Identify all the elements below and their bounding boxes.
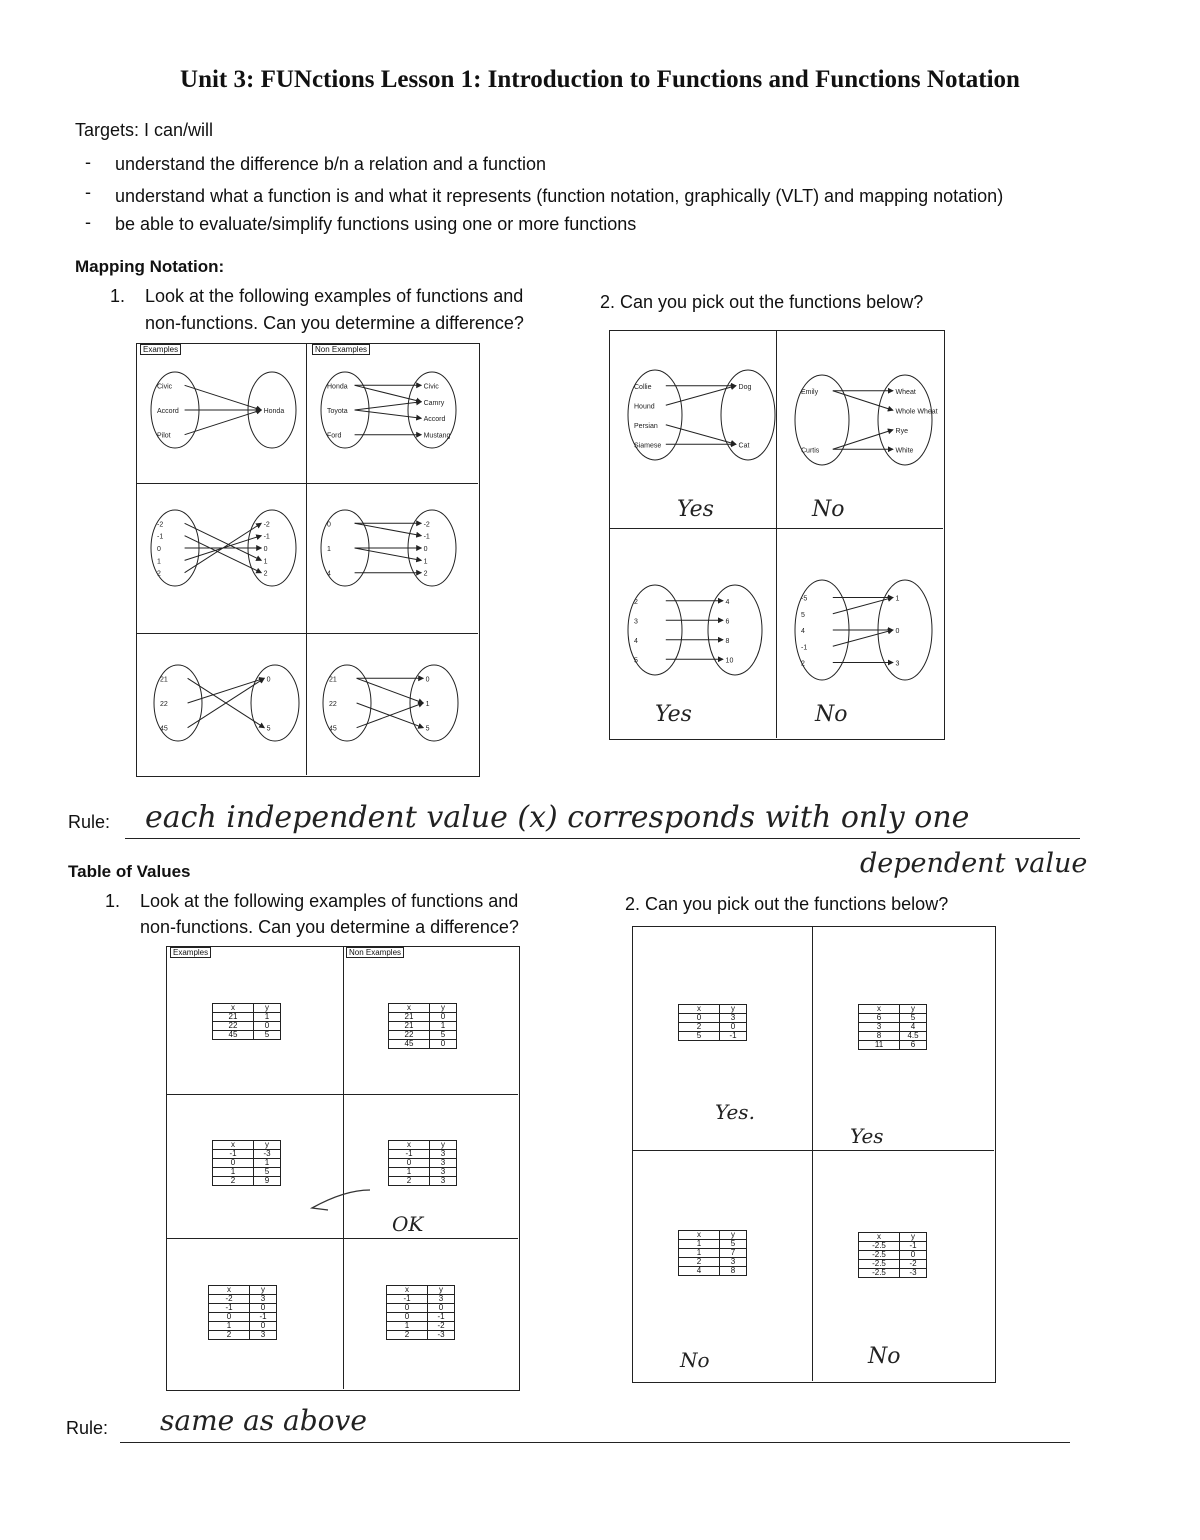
domain-value: 21 bbox=[329, 676, 337, 684]
table-row bbox=[213, 1031, 281, 1040]
domain-value: -1 bbox=[157, 533, 164, 541]
divider bbox=[343, 946, 344, 1389]
range-oval bbox=[410, 665, 458, 741]
range-value: Honda bbox=[263, 408, 285, 415]
domain-value: 4 bbox=[634, 637, 638, 645]
table-cell: -1 bbox=[250, 1313, 277, 1322]
rule-handwriting: each independent value (x) corresponds with only one bbox=[145, 800, 970, 835]
table-cell: 3 bbox=[720, 1258, 747, 1267]
domain-value: -2 bbox=[157, 521, 164, 529]
table-cell: x bbox=[209, 1286, 250, 1295]
mapping-arrow bbox=[355, 402, 422, 410]
table-cell: 0 bbox=[387, 1304, 428, 1313]
range-value: 10 bbox=[725, 657, 734, 665]
domain-value: 4 bbox=[327, 570, 331, 578]
table-cell: 1 bbox=[213, 1168, 254, 1177]
table-cell: 1 bbox=[254, 1159, 281, 1168]
table-cell: -3 bbox=[900, 1269, 927, 1278]
table-header-row bbox=[389, 1004, 457, 1013]
mapping-heading: Mapping Notation: bbox=[75, 257, 225, 276]
table-cell: y bbox=[250, 1286, 277, 1295]
table-cell: 3 bbox=[250, 1331, 277, 1340]
domain-value: 22 bbox=[160, 701, 168, 708]
value-table bbox=[212, 1003, 281, 1040]
table-cell: 0 bbox=[720, 1023, 747, 1032]
table-cell: 2 bbox=[209, 1331, 250, 1340]
domain-value: 1 bbox=[327, 546, 331, 553]
answer-no: No bbox=[680, 1348, 710, 1372]
table-row bbox=[859, 1269, 927, 1278]
range-value: 1 bbox=[895, 595, 900, 603]
table-cell: 1 bbox=[430, 1022, 457, 1031]
range-value: Civic bbox=[423, 383, 439, 391]
value-table bbox=[858, 1004, 927, 1050]
divider bbox=[166, 1238, 518, 1239]
targets-label: Targets: I can/will bbox=[75, 120, 214, 140]
range-value: 0 bbox=[423, 546, 428, 553]
table-cell: 3 bbox=[250, 1295, 277, 1304]
domain-value: Honda bbox=[327, 383, 348, 391]
domain-value: 0 bbox=[327, 521, 331, 529]
table-header-row bbox=[389, 1141, 457, 1150]
rule-label: Rule: bbox=[68, 812, 111, 832]
range-value: White bbox=[895, 447, 914, 455]
table-row bbox=[679, 1032, 747, 1041]
table-cell: 6 bbox=[859, 1014, 900, 1023]
range-value: Dog bbox=[738, 383, 752, 391]
table-cell: 0 bbox=[430, 1040, 457, 1049]
page-title: Unit 3: FUNctions Lesson 1: Introduction to Functions and Functions Notation bbox=[180, 66, 1020, 93]
table-cell: 0 bbox=[213, 1159, 254, 1168]
domain-value: 22 bbox=[329, 701, 337, 708]
range-value: -2 bbox=[263, 521, 270, 529]
mapping-arrow bbox=[355, 410, 422, 418]
table-row bbox=[387, 1295, 455, 1304]
domain-value: -1 bbox=[801, 644, 808, 652]
table-header-row bbox=[679, 1231, 747, 1240]
table-questions-panel bbox=[632, 926, 996, 1383]
domain-value: Civic bbox=[157, 383, 173, 391]
table-row bbox=[387, 1331, 455, 1340]
table-cell: -1 bbox=[389, 1150, 430, 1159]
table-row bbox=[389, 1040, 457, 1049]
table-row bbox=[213, 1168, 281, 1177]
non-examples-label: Non Examples bbox=[346, 947, 404, 958]
table-cell: x bbox=[213, 1141, 254, 1150]
table-cell: 3 bbox=[720, 1014, 747, 1023]
value-table bbox=[858, 1232, 927, 1278]
target-item: understand what a function is and what it represents (function notation, graphically (VLT) and mapping notation) bbox=[115, 186, 1004, 206]
range-value: Accord bbox=[423, 416, 446, 424]
table-row bbox=[389, 1031, 457, 1040]
non-examples-label: Non Examples bbox=[312, 344, 370, 355]
table-row bbox=[679, 1014, 747, 1023]
table-row bbox=[859, 1041, 927, 1050]
table-cell: 1 bbox=[389, 1168, 430, 1177]
table-header-row bbox=[387, 1286, 455, 1295]
value-table bbox=[678, 1230, 747, 1276]
domain-value: 5 bbox=[634, 657, 638, 665]
table-cell: x bbox=[859, 1005, 900, 1014]
table-cell: 4 bbox=[679, 1267, 720, 1276]
range-value: 6 bbox=[725, 618, 730, 626]
table-row bbox=[859, 1242, 927, 1251]
table-row bbox=[209, 1313, 277, 1322]
question-text: Look at the following examples of functions and bbox=[140, 891, 519, 911]
table-cell: 22 bbox=[389, 1031, 430, 1040]
value-table bbox=[212, 1140, 281, 1186]
domain-value: Pilot bbox=[157, 432, 171, 440]
table-cell: 3 bbox=[430, 1177, 457, 1186]
range-value: 5 bbox=[425, 725, 430, 733]
range-value: 0 bbox=[895, 628, 900, 635]
table-cell: 1 bbox=[679, 1249, 720, 1258]
table-cell: x bbox=[679, 1005, 720, 1014]
domain-value: Emily bbox=[801, 388, 819, 396]
table-header-row bbox=[213, 1004, 281, 1013]
mapping-arrow bbox=[833, 391, 893, 411]
mapping-arrow bbox=[355, 385, 422, 401]
rule-handwriting: same as above bbox=[160, 1404, 367, 1437]
value-table bbox=[386, 1285, 455, 1340]
table-cell: -1 bbox=[900, 1242, 927, 1251]
table-header-row bbox=[679, 1005, 747, 1014]
bullet-dash: - bbox=[85, 152, 91, 172]
domain-value: 2 bbox=[634, 598, 638, 606]
table-row bbox=[209, 1331, 277, 1340]
range-oval bbox=[708, 585, 762, 675]
bullet-dash: - bbox=[85, 182, 91, 202]
table-cell: 0 bbox=[387, 1313, 428, 1322]
rule-label: Rule: bbox=[66, 1418, 109, 1438]
table-cell: 8 bbox=[859, 1032, 900, 1041]
range-value: -1 bbox=[263, 533, 270, 541]
question-number: 1. bbox=[105, 891, 121, 911]
table-cell: 8 bbox=[720, 1267, 747, 1276]
rule-line bbox=[120, 1442, 1070, 1443]
range-value: 4 bbox=[725, 598, 730, 606]
arrow-note-icon bbox=[300, 1180, 390, 1220]
answer-yes: Yes. bbox=[715, 1100, 755, 1124]
domain-value: 21 bbox=[160, 676, 168, 684]
domain-value: Toyota bbox=[327, 408, 348, 415]
table-row bbox=[389, 1150, 457, 1159]
domain-value: 2 bbox=[157, 570, 161, 578]
ok-note: OK bbox=[392, 1212, 424, 1236]
table-row bbox=[213, 1159, 281, 1168]
mapping-arrow bbox=[833, 598, 893, 614]
mapping-arrow bbox=[833, 630, 893, 646]
answer-no: No bbox=[812, 497, 845, 522]
range-value: Wheat bbox=[895, 388, 916, 396]
table-cell: -3 bbox=[428, 1331, 455, 1340]
domain-value: 1 bbox=[157, 558, 161, 566]
range-value: 0 bbox=[263, 546, 268, 553]
table-cell: 3 bbox=[430, 1159, 457, 1168]
range-value: Whole Wheat bbox=[895, 408, 938, 416]
table-cell: 5 bbox=[900, 1014, 927, 1023]
domain-value: 0 bbox=[157, 546, 161, 553]
table-cell: -2 bbox=[428, 1322, 455, 1331]
table-row bbox=[679, 1258, 747, 1267]
domain-value: -5 bbox=[801, 595, 808, 603]
table-cell: -1 bbox=[209, 1304, 250, 1313]
table-row bbox=[209, 1295, 277, 1304]
value-table bbox=[678, 1004, 747, 1041]
table-cell: x bbox=[389, 1141, 430, 1150]
tables-heading: Table of Values bbox=[68, 862, 191, 881]
mapping-arrow bbox=[357, 678, 424, 703]
range-value: 0 bbox=[425, 676, 430, 684]
table-cell: -3 bbox=[254, 1150, 281, 1159]
table-cell: y bbox=[430, 1141, 457, 1150]
table-cell: 1 bbox=[209, 1322, 250, 1331]
table-cell: 4 bbox=[900, 1023, 927, 1032]
table-cell: 5 bbox=[430, 1031, 457, 1040]
range-oval bbox=[251, 665, 299, 741]
domain-value: 5 bbox=[801, 611, 805, 619]
table-cell: 0 bbox=[900, 1251, 927, 1260]
table-cell: 2 bbox=[387, 1331, 428, 1340]
range-value: 2 bbox=[263, 570, 268, 578]
table-row bbox=[389, 1013, 457, 1022]
table-cell: 2 bbox=[679, 1258, 720, 1267]
table-cell: y bbox=[720, 1005, 747, 1014]
bullet-dash: - bbox=[85, 212, 91, 232]
table-cell: y bbox=[720, 1231, 747, 1240]
table-cell: -1 bbox=[387, 1295, 428, 1304]
examples-label: Examples bbox=[140, 344, 181, 355]
table-cell: 3 bbox=[430, 1168, 457, 1177]
table-cell: 6 bbox=[900, 1041, 927, 1050]
value-table bbox=[388, 1003, 457, 1049]
table-cell: y bbox=[430, 1004, 457, 1013]
domain-value: 45 bbox=[160, 725, 168, 733]
table-cell: 4.5 bbox=[900, 1032, 927, 1041]
question-number: 1. bbox=[110, 286, 126, 306]
table-cell: 0 bbox=[250, 1304, 277, 1313]
table-cell: y bbox=[428, 1286, 455, 1295]
table-cell: -2.5 bbox=[859, 1269, 900, 1278]
mapping-arrow bbox=[355, 548, 422, 560]
target-item: understand the difference b/n a relation and a function bbox=[115, 154, 546, 174]
range-value: Rye bbox=[895, 427, 909, 435]
range-value: 8 bbox=[725, 637, 730, 645]
range-value: 5 bbox=[266, 725, 271, 733]
mapping-arrow bbox=[666, 386, 736, 406]
table-cell: x bbox=[679, 1231, 720, 1240]
range-value: Cat bbox=[738, 442, 750, 450]
question-text: 2. Can you pick out the functions below? bbox=[625, 894, 949, 914]
range-value: 1 bbox=[425, 701, 430, 708]
table-row bbox=[389, 1168, 457, 1177]
domain-value: 2 bbox=[801, 660, 805, 668]
domain-value: Ford bbox=[327, 432, 342, 440]
table-cell: y bbox=[254, 1004, 281, 1013]
table-row bbox=[213, 1013, 281, 1022]
mapping-arrow bbox=[185, 523, 262, 560]
table-cell: 3 bbox=[859, 1023, 900, 1032]
domain-value: 45 bbox=[329, 725, 337, 733]
table-cell: x bbox=[387, 1286, 428, 1295]
target-item: be able to evaluate/simplify functions using one or more functions bbox=[115, 214, 637, 234]
table-cell: 1 bbox=[679, 1240, 720, 1249]
table-cell: 0 bbox=[254, 1022, 281, 1031]
table-cell: x bbox=[859, 1233, 900, 1242]
table-row bbox=[209, 1322, 277, 1331]
question-text: 2. Can you pick out the functions below? bbox=[600, 292, 924, 312]
table-cell: y bbox=[900, 1005, 927, 1014]
table-header-row bbox=[859, 1005, 927, 1014]
table-cell: 21 bbox=[213, 1013, 254, 1022]
range-value: -1 bbox=[423, 533, 430, 541]
range-value: Camry bbox=[423, 399, 445, 407]
answer-no: No bbox=[815, 702, 848, 727]
table-cell: y bbox=[900, 1233, 927, 1242]
table-cell: -2.5 bbox=[859, 1251, 900, 1260]
table-cell: x bbox=[389, 1004, 430, 1013]
range-value: 1 bbox=[423, 558, 428, 566]
rule-line bbox=[125, 838, 1080, 839]
question-text: non-functions. Can you determine a difference? bbox=[140, 917, 519, 937]
table-cell: 21 bbox=[389, 1022, 430, 1031]
table-row bbox=[859, 1032, 927, 1041]
table-row bbox=[389, 1177, 457, 1186]
divider bbox=[812, 926, 813, 1381]
table-cell: 0 bbox=[209, 1313, 250, 1322]
answer-no: No bbox=[868, 1344, 901, 1369]
table-cell: 0 bbox=[250, 1322, 277, 1331]
table-cell: -1 bbox=[428, 1313, 455, 1322]
range-value: Mustang bbox=[423, 432, 451, 440]
answer-yes: Yes bbox=[655, 702, 692, 727]
table-row bbox=[679, 1267, 747, 1276]
value-table bbox=[208, 1285, 277, 1340]
examples-label: Examples bbox=[170, 947, 211, 958]
table-row bbox=[213, 1022, 281, 1031]
table-cell: 11 bbox=[859, 1041, 900, 1050]
table-cell: -1 bbox=[720, 1032, 747, 1041]
divider bbox=[166, 1094, 518, 1095]
domain-value: 3 bbox=[634, 618, 638, 626]
table-cell: 5 bbox=[254, 1031, 281, 1040]
table-cell: -2 bbox=[209, 1295, 250, 1304]
range-value: 2 bbox=[423, 570, 428, 578]
domain-value: Curtis bbox=[801, 447, 820, 455]
table-cell: 1 bbox=[387, 1322, 428, 1331]
table-row bbox=[389, 1022, 457, 1031]
value-table bbox=[388, 1140, 457, 1186]
table-cell: 22 bbox=[213, 1022, 254, 1031]
table-cell: -2.5 bbox=[859, 1260, 900, 1269]
table-cell: 9 bbox=[254, 1177, 281, 1186]
mapping-arrow bbox=[833, 430, 893, 450]
table-cell: x bbox=[213, 1004, 254, 1013]
table-cell: -1 bbox=[213, 1150, 254, 1159]
table-cell: 2 bbox=[213, 1177, 254, 1186]
table-cell: y bbox=[254, 1141, 281, 1150]
question-text: non-functions. Can you determine a difference? bbox=[145, 313, 524, 333]
table-cell: -2.5 bbox=[859, 1242, 900, 1251]
rule-handwriting: dependent value bbox=[860, 848, 1088, 879]
table-row bbox=[679, 1240, 747, 1249]
domain-value: Accord bbox=[157, 408, 179, 415]
table-cell: 0 bbox=[428, 1304, 455, 1313]
table-cell: 3 bbox=[428, 1295, 455, 1304]
table-cell: 45 bbox=[389, 1040, 430, 1049]
table-cell: 5 bbox=[254, 1168, 281, 1177]
divider bbox=[632, 1150, 994, 1151]
range-value: 0 bbox=[266, 676, 271, 684]
range-value: 3 bbox=[895, 660, 900, 668]
table-row bbox=[213, 1150, 281, 1159]
table-cell: 2 bbox=[679, 1023, 720, 1032]
mapping-arrow bbox=[666, 425, 736, 445]
table-cell: 45 bbox=[213, 1031, 254, 1040]
table-cell: 21 bbox=[389, 1013, 430, 1022]
answer-yes: Yes bbox=[677, 497, 714, 522]
table-row bbox=[389, 1159, 457, 1168]
table-header-row bbox=[209, 1286, 277, 1295]
table-cell: 0 bbox=[679, 1014, 720, 1023]
table-row bbox=[859, 1014, 927, 1023]
table-cell: 5 bbox=[720, 1240, 747, 1249]
table-cell: -2 bbox=[900, 1260, 927, 1269]
table-cell: 7 bbox=[720, 1249, 747, 1258]
question-text: Look at the following examples of functions and bbox=[145, 286, 524, 306]
answer-yes: Yes bbox=[850, 1124, 884, 1148]
table-row bbox=[213, 1177, 281, 1186]
domain-value: Persian bbox=[634, 422, 658, 430]
table-cell: 2 bbox=[389, 1177, 430, 1186]
table-cell: 0 bbox=[389, 1159, 430, 1168]
domain-value: 4 bbox=[801, 628, 805, 635]
domain-value: Collie bbox=[634, 383, 652, 391]
range-value: -2 bbox=[423, 521, 430, 529]
domain-value: Hound bbox=[634, 403, 655, 411]
domain-value: Siamese bbox=[634, 442, 662, 450]
table-cell: 0 bbox=[430, 1013, 457, 1022]
range-value: 1 bbox=[263, 558, 268, 566]
table-row bbox=[679, 1249, 747, 1258]
table-cell: 5 bbox=[679, 1032, 720, 1041]
table-cell: 1 bbox=[254, 1013, 281, 1022]
table-cell: 3 bbox=[430, 1150, 457, 1159]
